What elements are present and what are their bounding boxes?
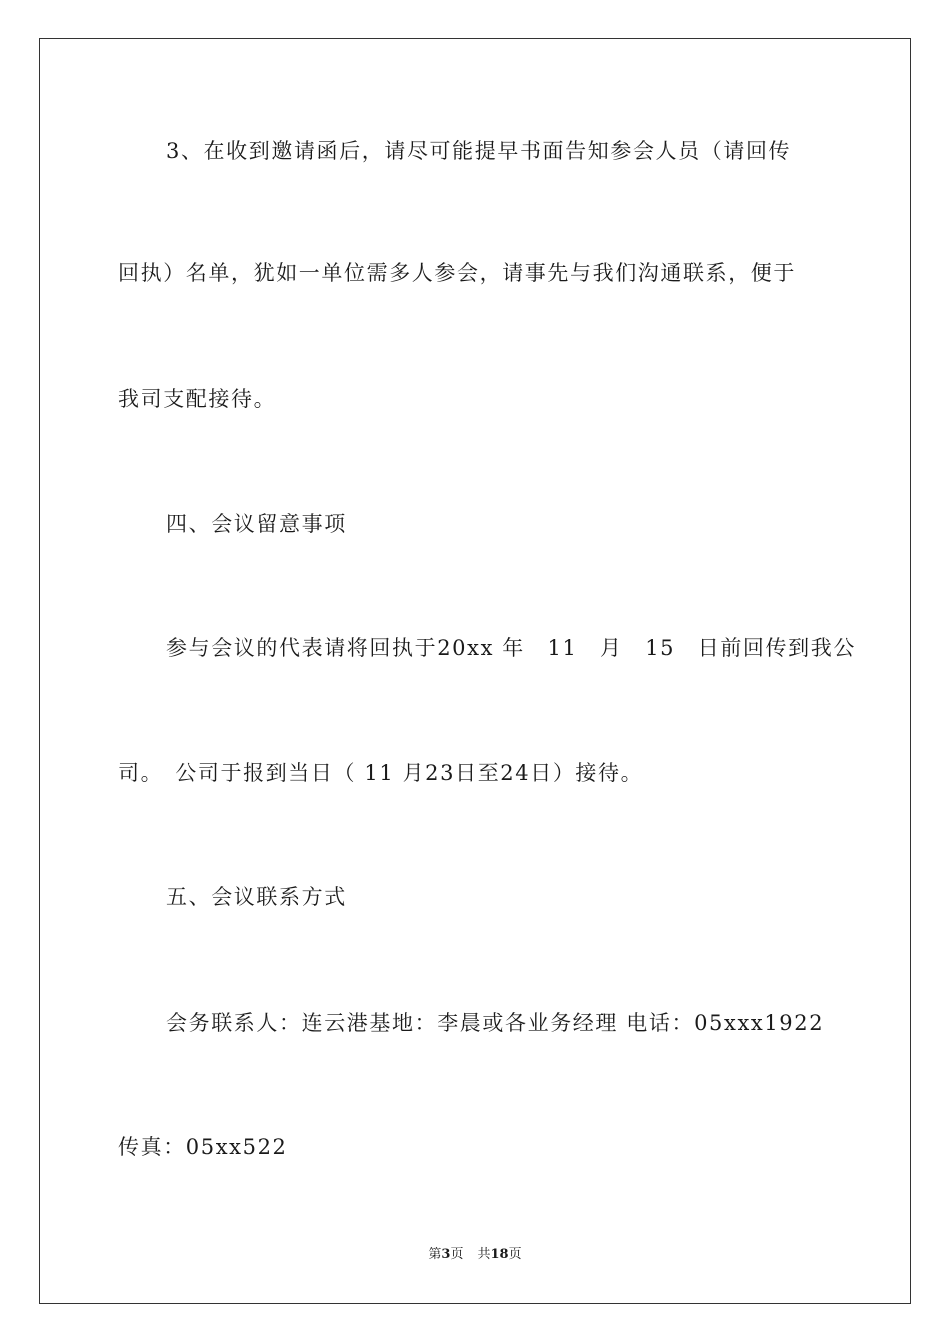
paragraph-line: 参与会议的代表请将回执于20xx 年 11 月 15 日前回传到我公 (166, 636, 856, 660)
fax-line: 传真：05xx522 (118, 1135, 288, 1159)
page-prefix: 第 (428, 1247, 442, 1262)
page-suffix: 页 (450, 1247, 464, 1262)
page-total: 18 (490, 1247, 509, 1262)
contact-line: 会务联系人：连云港基地：李晨或各业务经理 电话：05xxx1922 (166, 1011, 825, 1035)
section-heading: 四、会议留意事项 (166, 512, 347, 536)
total-suffix: 页 (508, 1247, 522, 1262)
paragraph-line: 回执）名单，犹如一单位需多人参会，请事先与我们沟通联系，便于 (118, 261, 796, 285)
page-current: 3 (441, 1247, 451, 1262)
page-border (39, 38, 911, 1304)
paragraph-line: 我司支配接待。 (118, 387, 277, 411)
total-prefix: 共 (477, 1247, 491, 1262)
paragraph-line: 司。 公司于报到当日（ 11 月23日至24日）接待。 (118, 761, 644, 785)
paragraph-line: 3、在收到邀请函后，请尽可能提早书面告知参会人员（请回传 (166, 139, 792, 163)
page-footer (0, 1246, 950, 1264)
section-heading: 五、会议联系方式 (166, 885, 347, 909)
